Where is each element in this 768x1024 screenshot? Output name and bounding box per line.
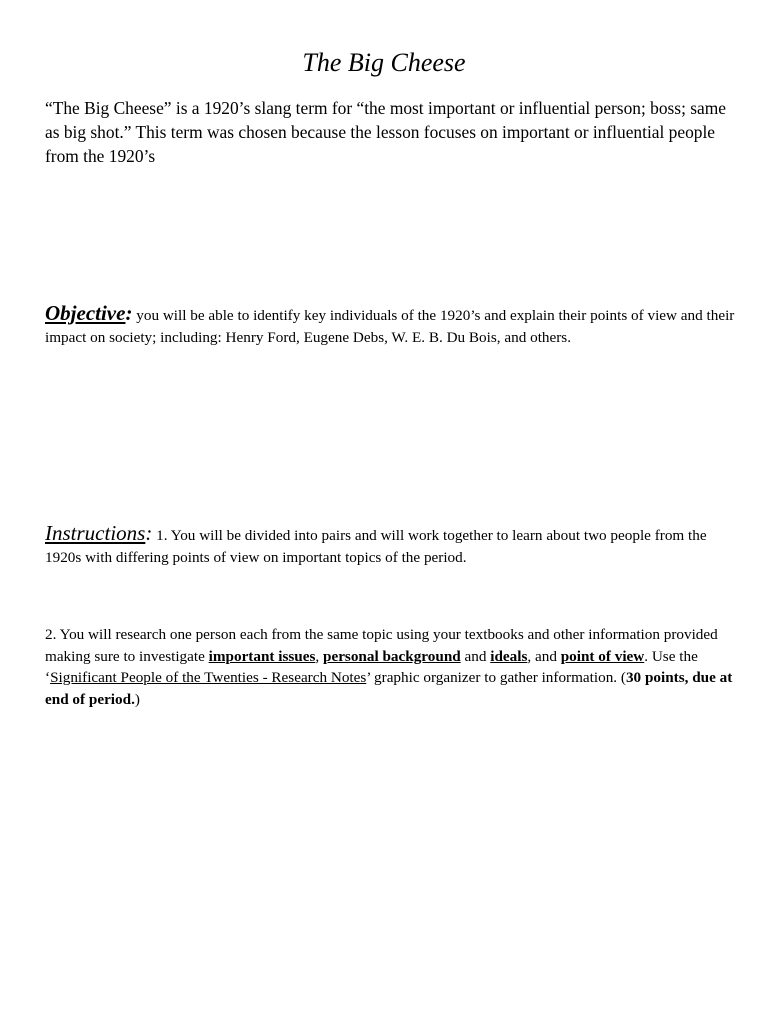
- page-title: The Big Cheese: [302, 48, 466, 77]
- points-note: 30 points, due at end of period.: [45, 669, 733, 708]
- step2-text-2: ,: [315, 647, 323, 665]
- step2-text-1: 2. You will research one person each from the same topic using your textbooks and other information provided making sure to investigate: [45, 626, 718, 665]
- step2-text-7: ): [134, 690, 140, 708]
- instructions-step-2: [45, 624, 735, 710]
- objective-heading: Objective: [45, 301, 126, 325]
- personal-background-term: personal background: [323, 647, 461, 665]
- instructions-heading: Instructions: [45, 521, 146, 545]
- step2-text-5: . Use the ‘: [45, 647, 698, 686]
- important-issues-term: important issues: [208, 647, 316, 665]
- intro-paragraph: “The Big Cheese” is a 1920’s slang term for “the most important or influential person; boss; same as big shot.” This term was chosen because the lesson focuses on important or influential people from the 1920’s: [45, 98, 726, 166]
- objective-colon: :: [125, 301, 133, 325]
- step2-text-4: , and: [527, 647, 561, 665]
- instructions-colon: :: [145, 521, 153, 545]
- objective-paragraph: [45, 302, 735, 349]
- instructions-paragraph: [45, 522, 735, 569]
- point-of-view-term: point of view: [560, 647, 645, 665]
- instructions-step-1: 1. You will be divided into pairs and will work together to learn about two people from the 1920s with differing points of view on important topics of the period.: [45, 527, 707, 566]
- step2-text-6: ’ graphic organizer to gather information. (: [366, 669, 626, 686]
- ideals-term: ideals: [490, 647, 528, 665]
- objective-text: you will be able to identify key individuals of the 1920’s and explain their points of view and their impact on society; including: Henry Ford, Eugene Debs, W. E. B. Du Bois, and others.: [45, 307, 735, 346]
- organizer-name: Significant People of the Twenties - Research Notes: [50, 669, 367, 686]
- step2-text-3: and: [460, 647, 491, 665]
